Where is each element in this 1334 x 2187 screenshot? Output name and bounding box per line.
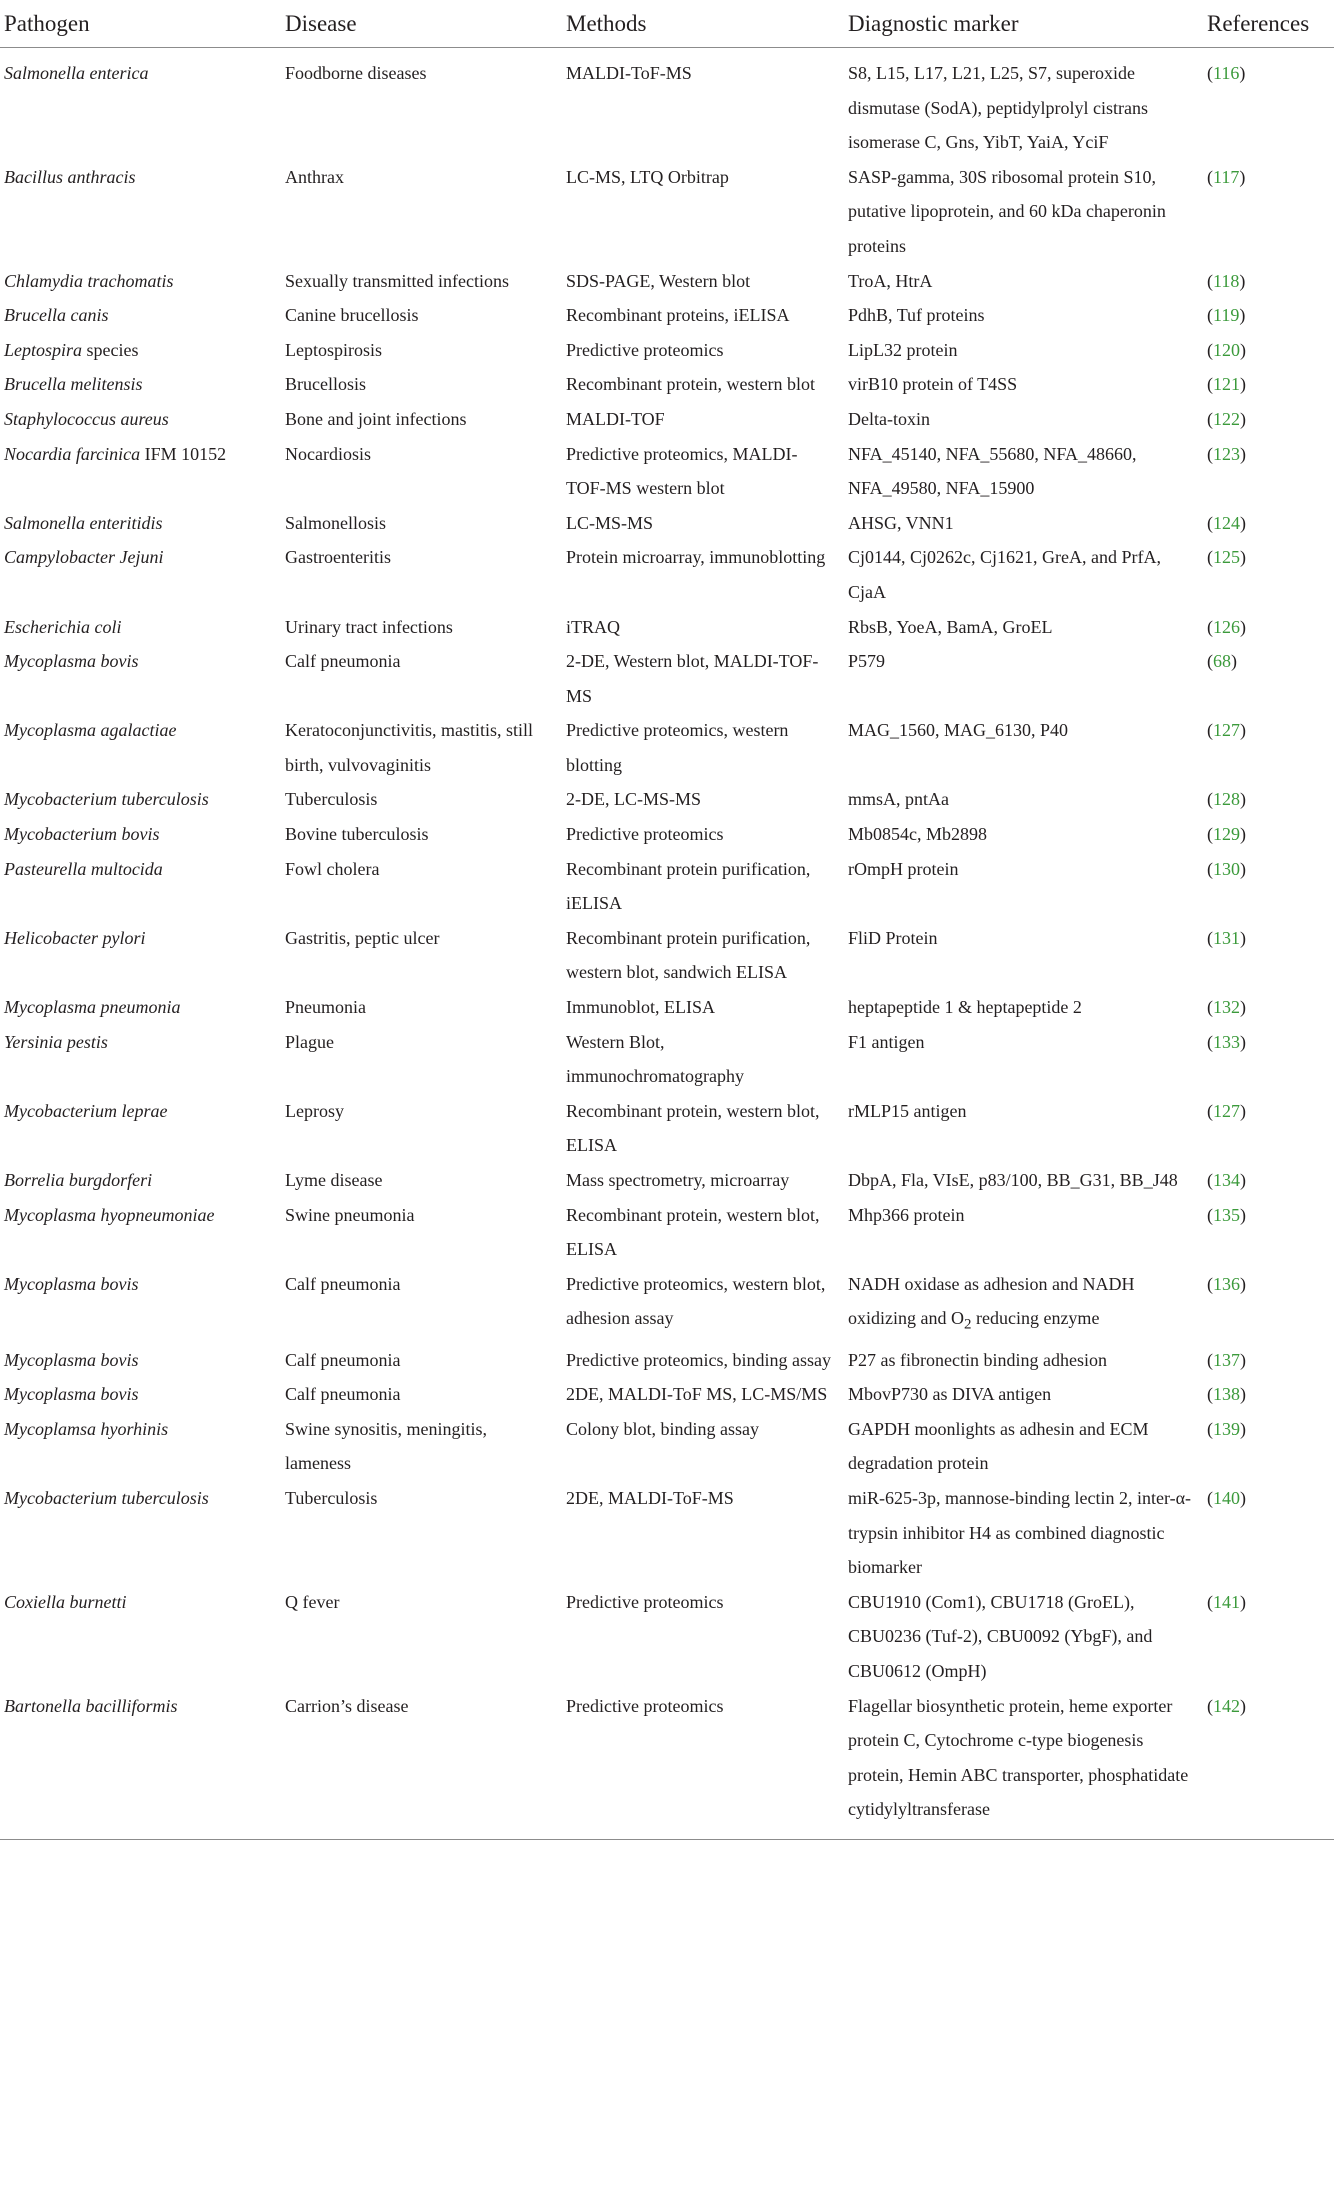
cell-diagnostic-marker: DbpA, Fla, VIsE, p83/100, BB_G31, BB_J48 — [848, 1170, 1178, 1190]
pathogen-name: Mycobacterium tuberculosis — [4, 1487, 209, 1508]
cell-disease: Foodborne diseases — [285, 63, 427, 83]
cell-diagnostic-marker: F1 antigen — [848, 1031, 925, 1052]
reference-link[interactable]: 135 — [1213, 1204, 1240, 1225]
cell-methods: SDS-PAGE, Western blot — [566, 270, 751, 291]
header-diagnostic-marker: Diagnostic marker — [845, 0, 1204, 48]
reference-link[interactable]: 134 — [1213, 1170, 1240, 1190]
cell-reference: (118) — [1207, 270, 1246, 291]
cell-pathogen — [0, 1377, 281, 1412]
cell-methods: Predictive proteomics, MALDI-TOF-MS western blot — [566, 443, 798, 499]
cell-methods: Predictive proteomics — [566, 1591, 724, 1612]
pathogen-name: Brucella canis — [4, 305, 109, 326]
cell-diagnostic-marker: virB10 protein of T4SS — [848, 374, 1018, 395]
cell-diagnostic-marker: PdhB, Tuf proteins — [848, 305, 985, 326]
cell-reference: (119) — [1207, 305, 1246, 326]
cell-disease: Anthrax — [285, 166, 344, 187]
cell-disease: Gastroenteritis — [285, 547, 391, 568]
cell-methods: iTRAQ — [566, 616, 620, 637]
cell-pathogen — [0, 48, 281, 160]
table-row — [0, 160, 1334, 264]
pathogen-name: Nocardia farcinica — [4, 443, 141, 464]
reference-link[interactable]: 139 — [1213, 1418, 1240, 1439]
pathogen-name: Mycoplasma bovis — [4, 1349, 139, 1370]
pathogen-name: Borrelia burgdorferi — [4, 1170, 153, 1190]
pathogen-name: Pasteurella multocida — [4, 858, 163, 879]
pathogen-name: Bacillus anthracis — [4, 166, 136, 187]
cell-methods: Recombinant protein, western blot — [566, 374, 815, 395]
cell-pathogen — [0, 610, 281, 645]
cell-methods: Immunoblot, ELISA — [566, 997, 715, 1018]
pathogen-qualifier: species — [82, 339, 139, 360]
reference-link[interactable]: 131 — [1213, 927, 1240, 948]
cell-methods: Predictive proteomics, western blot, adhesion assay — [566, 1273, 826, 1329]
cell-diagnostic-marker: rMLP15 antigen — [848, 1100, 967, 1121]
reference-link[interactable]: 136 — [1213, 1273, 1240, 1294]
cell-reference: (138) — [1207, 1384, 1246, 1405]
cell-disease: Sexually transmitted infections — [285, 270, 509, 291]
cell-disease: Urinary tract infections — [285, 616, 453, 637]
cell-disease: Calf pneumonia — [285, 651, 401, 672]
cell-reference: (135) — [1207, 1204, 1246, 1225]
cell-reference: (128) — [1207, 789, 1246, 810]
header-disease: Disease — [281, 0, 562, 48]
cell-disease: Tuberculosis — [285, 1487, 378, 1508]
cell-reference: (122) — [1207, 408, 1246, 429]
cell-reference: (127) — [1207, 720, 1246, 741]
pathogen-name: Staphylococcus aureus — [4, 408, 169, 429]
header-methods: Methods — [562, 0, 845, 48]
cell-pathogen — [0, 298, 281, 333]
cell-disease: Nocardiosis — [285, 443, 371, 464]
cell-diagnostic-marker: Mhp366 protein — [848, 1204, 965, 1225]
table-header-row — [0, 0, 1334, 48]
cell-methods: 2-DE, LC-MS-MS — [566, 789, 702, 810]
cell-diagnostic-marker: Cj0144, Cj0262c, Cj1621, GreA, and PrfA, CjaA — [848, 547, 1161, 602]
cell-reference: (127) — [1207, 1100, 1246, 1121]
cell-methods: Predictive proteomics, western blotting — [566, 720, 789, 775]
cell-reference: (120) — [1207, 339, 1246, 360]
cell-disease: Brucellosis — [285, 374, 366, 395]
cell-disease: Salmonellosis — [285, 512, 387, 533]
reference-link[interactable]: 124 — [1213, 512, 1240, 533]
pathogen-name: Brucella melitensis — [4, 374, 143, 395]
cell-methods: Recombinant protein purification, western blot, sandwich ELISA — [566, 927, 811, 983]
cell-methods: Recombinant protein purification, iELISA — [566, 858, 811, 914]
table-row — [0, 1377, 1334, 1412]
pathogen-name: Mycoplasma agalactiae — [4, 720, 177, 741]
table-row — [0, 1481, 1334, 1585]
pathogen-qualifier: IFM 10152 — [140, 443, 227, 464]
cell-methods: Recombinant protein, western blot, ELISA — [566, 1100, 820, 1156]
cell-pathogen — [0, 333, 281, 368]
cell-reference: (124) — [1207, 512, 1246, 533]
cell-pathogen — [0, 782, 281, 817]
table-row — [0, 333, 1334, 368]
cell-disease: Bovine tuberculosis — [285, 824, 429, 845]
table-row — [0, 1343, 1334, 1378]
cell-disease: Leprosy — [285, 1100, 344, 1121]
pathogen-name: Helicobacter pylori — [4, 927, 146, 948]
table-row — [0, 264, 1334, 299]
reference-link[interactable]: 129 — [1213, 824, 1240, 845]
reference-link[interactable]: 118 — [1213, 270, 1240, 291]
cell-pathogen — [0, 540, 281, 609]
table-row — [0, 1412, 1334, 1481]
cell-reference: (132) — [1207, 997, 1246, 1018]
cell-diagnostic-marker: TroA, HtrA — [848, 270, 933, 291]
pathogen-name: Salmonella enterica — [4, 63, 149, 83]
cell-diagnostic-marker: MbovP730 as DIVA antigen — [848, 1384, 1052, 1405]
cell-disease: Calf pneumonia — [285, 1273, 401, 1294]
cell-reference: (131) — [1207, 927, 1246, 948]
cell-diagnostic-marker: P27 as fibronectin binding adhesion — [848, 1349, 1107, 1370]
cell-pathogen — [0, 852, 281, 921]
cell-methods: Recombinant protein, western blot, ELISA — [566, 1204, 820, 1260]
cell-diagnostic-marker: RbsB, YoeA, BamA, GroEL — [848, 616, 1053, 637]
cell-reference: (137) — [1207, 1349, 1246, 1370]
cell-pathogen — [0, 402, 281, 437]
table-row — [0, 506, 1334, 541]
reference-link[interactable]: 68 — [1213, 651, 1231, 672]
cell-reference: (139) — [1207, 1418, 1246, 1439]
pathogen-name: Mycobacterium tuberculosis — [4, 789, 209, 810]
reference-link[interactable]: 125 — [1213, 547, 1240, 568]
reference-link[interactable]: 116 — [1213, 63, 1240, 83]
cell-pathogen — [0, 1343, 281, 1378]
cell-reference: (116) — [1207, 63, 1246, 83]
cell-methods: MALDI-ToF-MS — [566, 63, 692, 83]
cell-pathogen — [0, 264, 281, 299]
cell-disease: Pneumonia — [285, 997, 366, 1018]
table-row — [0, 852, 1334, 921]
table-row — [0, 1585, 1334, 1689]
pathogen-name: Campylobacter Jejuni — [4, 547, 164, 568]
cell-reference: (140) — [1207, 1487, 1246, 1508]
reference-link[interactable]: 133 — [1213, 1031, 1240, 1052]
cell-reference: (136) — [1207, 1273, 1246, 1294]
cell-reference: (123) — [1207, 443, 1246, 464]
reference-link[interactable]: 138 — [1213, 1384, 1240, 1405]
cell-methods: Recombinant proteins, iELISA — [566, 305, 790, 326]
cell-reference: (133) — [1207, 1031, 1246, 1052]
header-references: References — [1204, 0, 1334, 48]
cell-diagnostic-marker: FliD Protein — [848, 927, 938, 948]
table-row — [0, 921, 1334, 990]
table-row — [0, 1267, 1334, 1343]
pathogen-name: Salmonella enteritidis — [4, 512, 163, 533]
cell-disease: Canine brucellosis — [285, 305, 419, 326]
cell-pathogen — [0, 1689, 281, 1840]
pathogen-name: Mycoplasma bovis — [4, 1384, 139, 1405]
cell-disease: Lyme disease — [285, 1170, 383, 1190]
pathogen-name: Escherichia coli — [4, 616, 122, 637]
reference-link[interactable]: 132 — [1213, 997, 1240, 1018]
cell-methods: Western Blot, immunochromatography — [566, 1031, 744, 1087]
cell-methods: Protein microarray, immunoblotting — [566, 547, 826, 568]
cell-methods: Predictive proteomics — [562, 1689, 845, 1840]
header-pathogen: Pathogen — [0, 0, 281, 48]
pathogen-name: Leptospira — [4, 339, 83, 360]
cell-reference: (126) — [1207, 616, 1246, 637]
reference-link[interactable]: 120 — [1213, 339, 1240, 360]
table-row — [0, 1163, 1334, 1198]
cell-diagnostic-marker: rOmpH protein — [848, 858, 959, 879]
cell-reference: (68) — [1207, 651, 1237, 672]
cell-disease: Calf pneumonia — [285, 1349, 401, 1370]
cell-disease: Leptospirosis — [285, 339, 382, 360]
table-row — [0, 402, 1334, 437]
table-row — [0, 298, 1334, 333]
reference-link[interactable]: 126 — [1213, 616, 1240, 637]
table-row — [0, 540, 1334, 609]
cell-reference: (130) — [1207, 858, 1246, 879]
pathogen-name: Mycoplasma bovis — [4, 1273, 139, 1294]
table-row — [0, 437, 1334, 506]
cell-disease: Plague — [285, 1031, 334, 1052]
cell-pathogen — [0, 990, 281, 1025]
cell-pathogen — [0, 713, 281, 782]
pathogen-name: Chlamydia trachomatis — [4, 270, 174, 291]
cell-pathogen — [0, 367, 281, 402]
cell-disease: Fowl cholera — [285, 858, 380, 879]
table-row — [0, 644, 1334, 713]
reference-link[interactable]: 141 — [1213, 1591, 1240, 1612]
pathogen-name: Bartonella bacilliformis — [4, 1695, 178, 1716]
pathogen-name: Mycoplasma pneumonia — [4, 997, 181, 1018]
reference-link[interactable]: 128 — [1213, 789, 1240, 810]
cell-diagnostic-marker: LipL32 protein — [848, 339, 958, 360]
cell-pathogen — [0, 160, 281, 264]
reference-link[interactable]: 130 — [1213, 858, 1240, 879]
cell-reference: (121) — [1207, 374, 1246, 395]
cell-methods: MALDI-TOF — [566, 408, 665, 429]
cell-disease: Bone and joint infections — [285, 408, 467, 429]
table-row — [0, 610, 1334, 645]
cell-diagnostic-marker: Mb0854c, Mb2898 — [848, 824, 987, 845]
cell-disease: Q fever — [285, 1591, 340, 1612]
cell-diagnostic-marker: Flagellar biosynthetic protein, heme exporter protein C, Cytochrome c-type biogenesis protein, Hemin ABC transporter, phosphatidate cytidylyltransferase — [845, 1689, 1204, 1840]
cell-methods: Predictive proteomics — [566, 339, 724, 360]
cell-reference: (129) — [1207, 824, 1246, 845]
marker-text: NADH oxidase as adhesion and NADH oxidizing and O — [848, 1273, 1135, 1329]
cell-methods: LC-MS, LTQ Orbitrap — [566, 166, 729, 187]
cell-pathogen — [0, 1585, 281, 1689]
table-row — [0, 48, 1334, 160]
cell-methods: Mass spectrometry, microarray — [566, 1170, 790, 1190]
cell-pathogen — [0, 1198, 281, 1267]
table-row — [0, 990, 1334, 1025]
table-row — [0, 1198, 1334, 1267]
cell-pathogen — [0, 506, 281, 541]
pathogen-name: Coxiella burnetti — [4, 1591, 127, 1612]
reference-link[interactable]: 123 — [1213, 443, 1240, 464]
reference-link[interactable]: 119 — [1213, 305, 1240, 326]
reference-link[interactable]: 142 — [1213, 1695, 1240, 1716]
cell-disease: Keratoconjunctivitis, mastitis, still birth, vulvovaginitis — [285, 720, 533, 775]
cell-pathogen — [0, 1412, 281, 1481]
cell-diagnostic-marker — [845, 1267, 1204, 1343]
cell-methods: 2DE, MALDI-ToF MS, LC-MS/MS — [566, 1384, 828, 1405]
reference-link[interactable]: 137 — [1213, 1349, 1240, 1370]
cell-methods: 2DE, MALDI-ToF-MS — [566, 1487, 734, 1508]
cell-diagnostic-marker: Delta-toxin — [848, 408, 930, 429]
cell-diagnostic-marker: GAPDH moonlights as adhesin and ECM degradation protein — [848, 1418, 1149, 1474]
cell-diagnostic-marker: S8, L15, L17, L21, L25, S7, superoxide dismutase (SodA), peptidylprolyl cistrans isomerase C, Gns, YibT, YaiA, YciF — [848, 63, 1148, 153]
cell-methods: 2-DE, Western blot, MALDI-TOF-MS — [566, 651, 819, 706]
pathogen-name: Mycoplamsa hyorhinis — [4, 1418, 169, 1439]
cell-diagnostic-marker: SASP-gamma, 30S ribosomal protein S10, putative lipoprotein, and 60 kDa chaperonin proteins — [848, 166, 1166, 256]
table-row — [0, 367, 1334, 402]
table-row — [0, 713, 1334, 782]
reference-link[interactable]: 127 — [1213, 1100, 1240, 1121]
cell-diagnostic-marker: miR-625-3p, mannose-binding lectin 2, inter-α-trypsin inhibitor H4 as combined diagnostic biomarker — [848, 1487, 1192, 1578]
cell-methods: Colony blot, binding assay — [566, 1418, 759, 1439]
cell-reference: (141) — [1207, 1591, 1246, 1612]
table-row — [0, 1025, 1334, 1094]
table-row — [0, 817, 1334, 852]
reference-link[interactable]: 127 — [1213, 720, 1240, 741]
cell-methods: LC-MS-MS — [566, 512, 654, 533]
cell-pathogen — [0, 1267, 281, 1343]
cell-pathogen — [0, 437, 281, 506]
pathogen-name: Mycoplasma bovis — [4, 651, 139, 672]
cell-pathogen — [0, 644, 281, 713]
cell-disease: Gastritis, peptic ulcer — [285, 927, 440, 948]
reference-link[interactable]: 140 — [1213, 1487, 1240, 1508]
cell-reference: (117) — [1207, 166, 1246, 187]
cell-diagnostic-marker: CBU1910 (Com1), CBU1718 (GroEL), CBU0236 (Tuf-2), CBU0092 (YbgF), and CBU0612 (OmpH) — [848, 1591, 1153, 1681]
cell-disease: Swine synositis, meningitis, lameness — [285, 1418, 488, 1474]
cell-reference: (142) — [1204, 1689, 1334, 1840]
table-row — [0, 782, 1334, 817]
pathogen-name: Mycobacterium leprae — [4, 1100, 168, 1121]
cell-pathogen — [0, 921, 281, 990]
cell-reference: (134) — [1207, 1170, 1246, 1190]
reference-link[interactable]: 122 — [1213, 408, 1240, 429]
cell-pathogen — [0, 817, 281, 852]
cell-methods: Predictive proteomics, binding assay — [566, 1349, 831, 1370]
cell-diagnostic-marker: heptapeptide 1 & heptapeptide 2 — [848, 997, 1082, 1018]
pathogen-name: Mycobacterium bovis — [4, 824, 160, 845]
cell-diagnostic-marker: AHSG, VNN1 — [848, 512, 954, 533]
cell-pathogen — [0, 1481, 281, 1585]
pathogen-name: Yersinia pestis — [4, 1031, 108, 1052]
marker-subscript: 2 — [963, 1316, 972, 1333]
cell-reference: (125) — [1207, 547, 1246, 568]
cell-disease: Calf pneumonia — [285, 1384, 401, 1405]
marker-text: reducing enzyme — [971, 1308, 1100, 1329]
table-row — [0, 1094, 1334, 1163]
cell-methods: Predictive proteomics — [566, 824, 724, 845]
cell-diagnostic-marker: NFA_45140, NFA_55680, NFA_48660, NFA_49580, NFA_15900 — [848, 443, 1137, 499]
table-row — [0, 1689, 1334, 1840]
cell-pathogen — [0, 1163, 281, 1198]
cell-pathogen — [0, 1025, 281, 1094]
reference-link[interactable]: 117 — [1213, 166, 1240, 187]
cell-diagnostic-marker: mmsA, pntAa — [848, 789, 949, 810]
cell-disease: Tuberculosis — [285, 789, 378, 810]
pathogen-name: Mycoplasma hyopneumoniae — [4, 1204, 215, 1225]
cell-disease: Swine pneumonia — [285, 1204, 415, 1225]
table-body — [0, 48, 1334, 1840]
cell-diagnostic-marker: MAG_1560, MAG_6130, P40 — [848, 720, 1069, 741]
cell-pathogen — [0, 1094, 281, 1163]
cell-diagnostic-marker: P579 — [848, 651, 886, 672]
reference-link[interactable]: 121 — [1213, 374, 1240, 395]
cell-disease: Carrion’s disease — [281, 1689, 562, 1840]
